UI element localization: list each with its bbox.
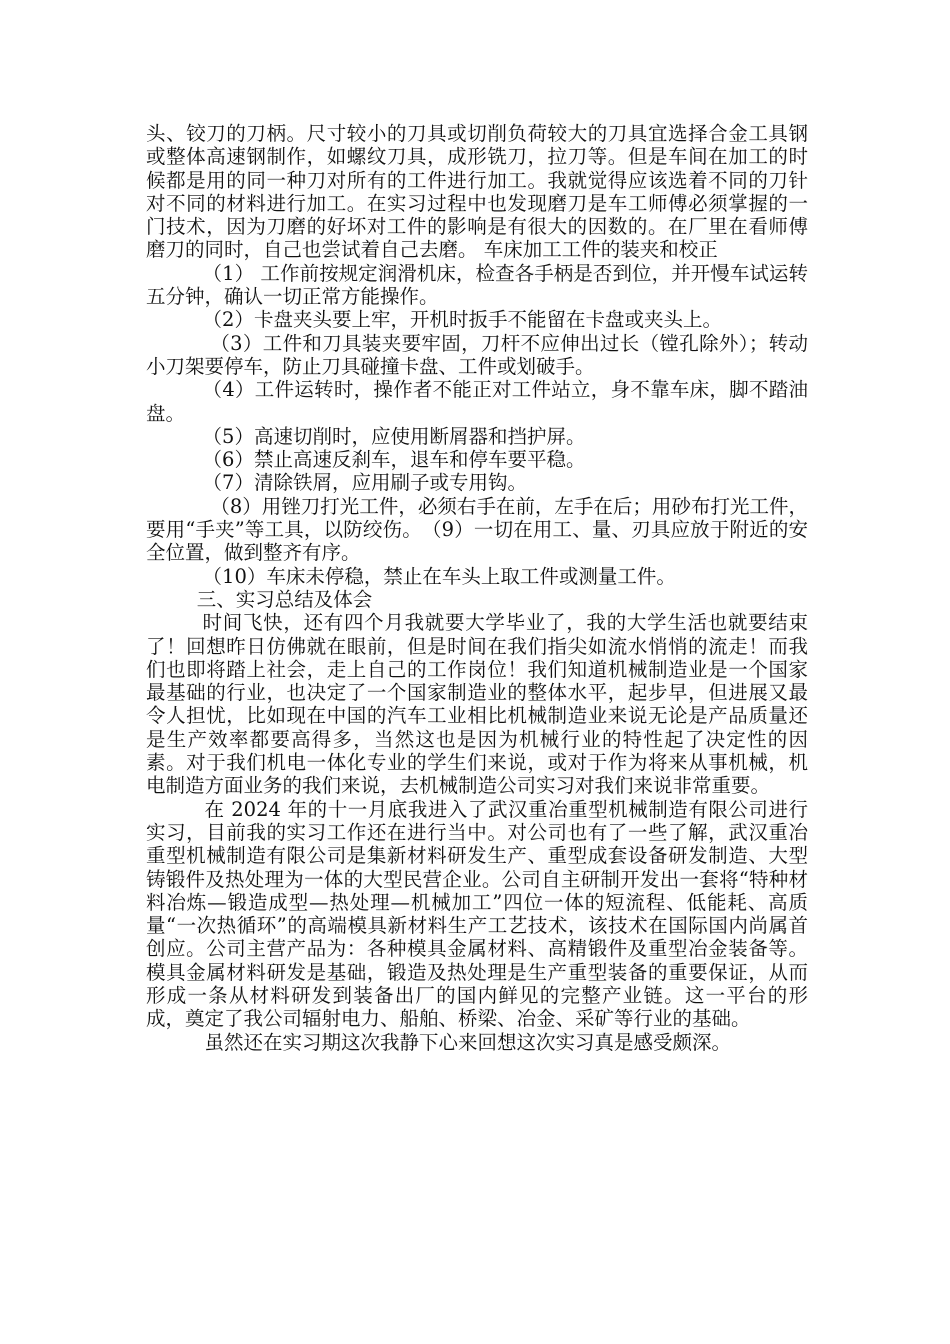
paragraph-rule-7: （7）清除铁屑，应用刷子或专用钩。: [202, 471, 527, 495]
paragraph-rule-3: （3）工件和刀具装夹要牢固，刀杆不应伸出过长（镗孔除外）；转动小刀架要停车，防止刀具碰撞卡盘、工件或划破手。: [146, 331, 808, 378]
paragraph-rule-8-9: （8）用锉刀打光工件，必须右手在前，左手在后；用砂布打光工件，要用“手夹”等工具，以防绞伤。 （9）一切在用工、量、刃具应放于附近的安全位置，做到整齐有序。: [146, 494, 808, 565]
paragraph-company-intro: 在 2024 年的十一月底我进入了武汉重冶重型机械制造有限公司进行实习，目前我的实习工作还在进行当中。对公司也有了一些了解，武汉重冶重型机械制造有限公司是集新材料研发生产、重型成套设备研发制造、大型铸锻件及热处理为一体的大型民营企业。公司自主研制开发出一套将“特种材料冶炼—锻造成型—热处理—机械加工”四位一体的短流程、低能耗、高质量“一次热循环”的高端模具新材料生产工艺技术，该技术在国际国内尚属首创应。公司主营产品为：各种模具金属材料、高精锻件及重型冶金装备等。模具金属材料研发是基础，锻造及热处理是生产重型装备的重要保证，从而形成一条从材料研发到装备出厂的国内鲜见的完整产业链。这一平台的形成，奠定了我公司辐射电力、船舶、桥梁、冶金、采矿等行业的基础。: [146, 797, 808, 1031]
paragraph-rule-10: （10）车床未停稳，禁止在车头上取工件或测量工件。: [202, 564, 676, 588]
document-page: [146, 122, 808, 1054]
paragraph-closing: 虽然还在实习期这次我静下心来回想这次实习真是感受颇深。: [204, 1030, 732, 1054]
paragraph-rule-5: （5）高速切削时，应使用断屑器和挡护屏。: [202, 424, 586, 448]
paragraph-rule-4: （4）工件运转时，操作者不能正对工件站立，身不靠车床，脚不踏油盘。: [146, 378, 808, 425]
section-heading-summary: 三、实习总结及体会: [196, 587, 373, 611]
paragraph-tool-materials: 头、铰刀的刀柄。尺寸较小的刀具或切削负荷较大的刀具宜选择合金工具钢或整体高速钢制作，如螺纹刀具，成形铣刀，拉刀等。但是车间在加工的时候都是用的同一种刀对所有的工件进行加工。我就觉得应该选着不同的刀针对不同的材料进行加工。在实习过程中也发现磨刀是车工师傅必须掌握的一门技术，因为刀磨的好坏对工件的影响是有很大的因数的。在厂里在看师傅磨刀的同时，自己也尝试着自己去磨。 车床加工工件的装夹和校正: [146, 122, 808, 262]
paragraph-rule-6: （6）禁止高速反刹车，退车和停车要平稳。: [202, 448, 586, 472]
paragraph-reflection: 时间飞快，还有四个月我就要大学毕业了，我的大学生活也就要结束了！回想昨日仿佛就在眼前，但是时间在我们指尖如流水悄悄的流走！而我们也即将踏上社会，走上自己的工作岗位！我们知道机械制造业是一个国家最基础的行业，也决定了一个国家制造业的整体水平，起步早，但进展又最令人担忧，比如现在中国的汽车工业相比机械制造业来说无论是产品质量还是生产效率都要高得多，当然这也是因为机械行业的特性起了决定性的因素。对于我们机电一体化专业的学生们来说，或对于作为将来从事机械，机电制造方面业务的我们来说，去机械制造公司实习对我们来说非常重要。: [146, 611, 808, 798]
paragraph-rule-1: （1） 工作前按规定润滑机床，检查各手柄是否到位，并开慢车试运转五分钟，确认一切正常方能操作。: [146, 261, 808, 309]
paragraph-rule-2: （2）卡盘夹头要上牢，开机时扳手不能留在卡盘或夹头上。: [202, 308, 722, 332]
